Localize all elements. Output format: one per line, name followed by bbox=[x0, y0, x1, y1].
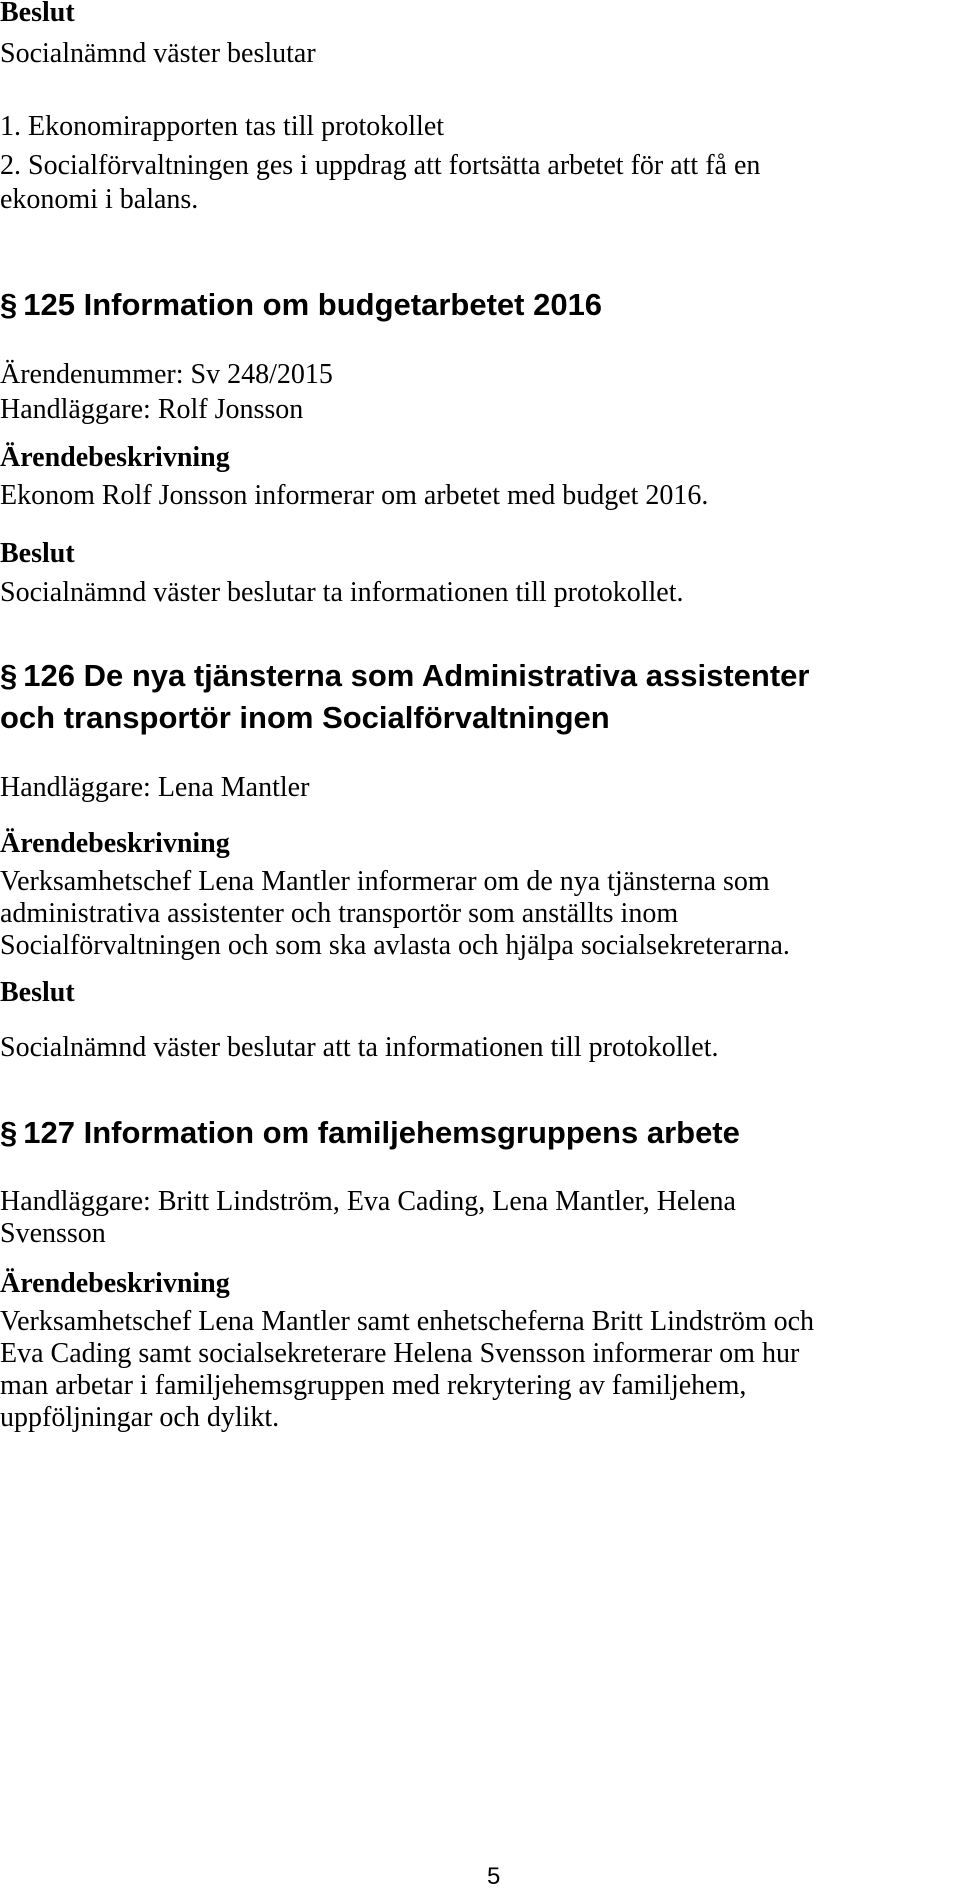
section-125-title: 125 Information om budgetarbetet 2016 bbox=[23, 287, 603, 322]
section-126-description-line-2: administrativa assistenter och transportör som anställts inom bbox=[0, 898, 679, 929]
section-127-title: 127 Information om familjehemsgruppens arbete bbox=[23, 1115, 740, 1150]
section-126-decision-label: Beslut bbox=[0, 977, 75, 1008]
section-125-description-line-1: Ekonom Rolf Jonsson informerar om arbetet med budget 2016. bbox=[0, 480, 709, 511]
section-126-description-line-3: Socialförvaltningen och som ska avlasta och hjälpa socialsekreterarna. bbox=[0, 930, 790, 961]
section-125-decision-line-1: Socialnämnd väster beslutar ta informationen till protokollet. bbox=[0, 577, 684, 608]
section-126-decision-line-1: Socialnämnd väster beslutar att ta informationen till protokollet. bbox=[0, 1032, 719, 1063]
section-125-case-number: Ärendenummer: Sv 248/2015 bbox=[0, 359, 333, 390]
decision-item-1: 1. Ekonomirapporten tas till protokollet bbox=[0, 111, 445, 142]
section-symbol: § bbox=[0, 287, 18, 322]
section-125-description-label: Ärendebeskrivning bbox=[0, 442, 230, 473]
section-symbol: § bbox=[0, 1115, 18, 1150]
section-126-heading bbox=[0, 655, 809, 697]
section-127-description-line-1: Verksamhetschef Lena Mantler samt enhetscheferna Britt Lindström och bbox=[0, 1306, 815, 1337]
decision-intro: Socialnämnd väster beslutar bbox=[0, 38, 316, 69]
section-127-handler-line-2: Svensson bbox=[0, 1218, 106, 1249]
decision-item-2-line-1: 2. Socialförvaltningen ges i uppdrag att fortsätta arbetet för att få en bbox=[0, 150, 761, 181]
section-125-decision-label: Beslut bbox=[0, 538, 75, 569]
section-126-description-label: Ärendebeskrivning bbox=[0, 828, 230, 859]
section-127-description-line-2: Eva Cading samt socialsekreterare Helena Svensson informerar om hur bbox=[0, 1338, 800, 1369]
section-125-handler: Handläggare: Rolf Jonsson bbox=[0, 394, 304, 425]
section-125-heading bbox=[0, 284, 602, 326]
section-127-description-line-4: uppföljningar och dylikt. bbox=[0, 1402, 280, 1433]
section-symbol: § bbox=[0, 658, 18, 693]
section-126-description-line-1: Verksamhetschef Lena Mantler informerar om de nya tjänsterna som bbox=[0, 866, 770, 897]
section-126-handler: Handläggare: Lena Mantler bbox=[0, 772, 310, 803]
page-number: 5 bbox=[487, 1863, 501, 1890]
section-127-description-label: Ärendebeskrivning bbox=[0, 1268, 230, 1299]
decision-item-2-line-2: ekonomi i balans. bbox=[0, 184, 199, 215]
section-127-heading bbox=[0, 1112, 740, 1154]
section-126-title-line-1: 126 De nya tjänsterna som Administrativa assistenter bbox=[23, 658, 810, 693]
section-126-title-line-2: och transportör inom Socialförvaltningen bbox=[0, 700, 610, 735]
section-127-handler-line-1: Handläggare: Britt Lindström, Eva Cading, Lena Mantler, Helena bbox=[0, 1186, 736, 1217]
section-127-description-line-3: man arbetar i familjehemsgruppen med rekrytering av familjehem, bbox=[0, 1370, 747, 1401]
decision-label: Beslut bbox=[0, 0, 75, 28]
